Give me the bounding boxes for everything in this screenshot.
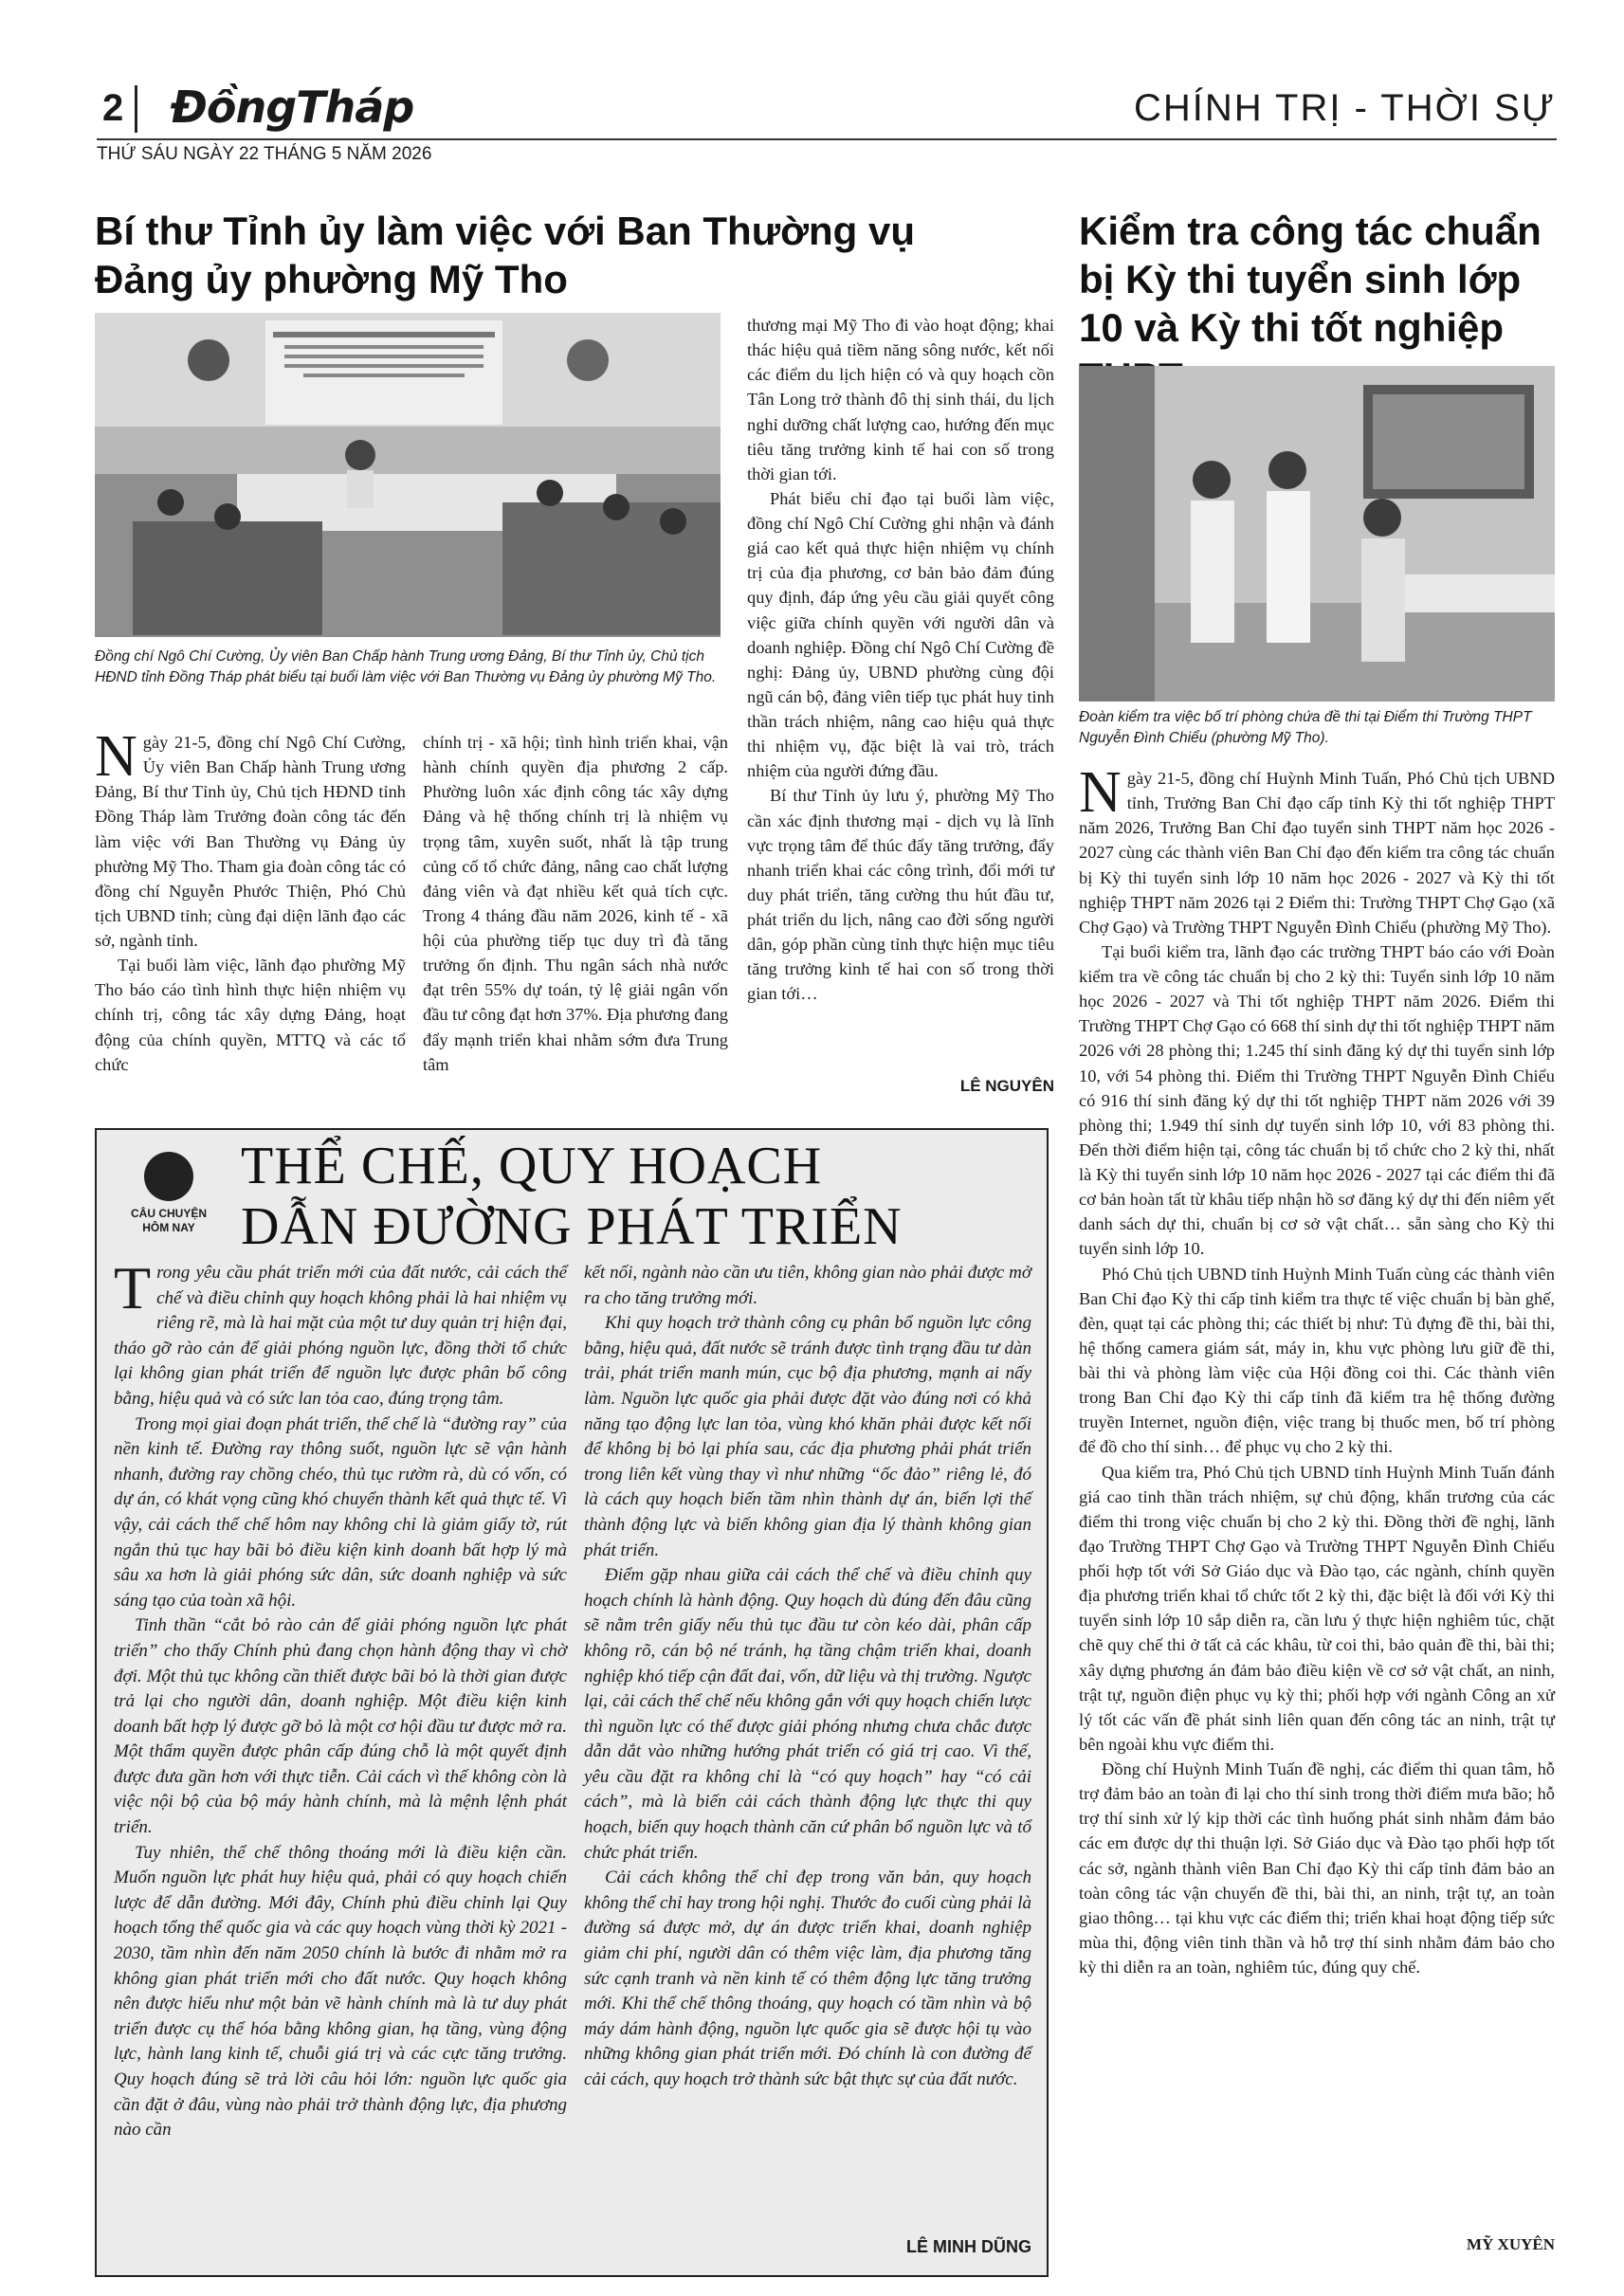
commentary-paragraph: kết nối, ngành nào cần ưu tiên, không gian nào phải được mở ra cho tăng trưởng mới. [584,1263,1031,1308]
commentary-byline: LÊ MINH DŨNG [906,2237,1031,2256]
article2-caption: Đoàn kiểm tra việc bố trí phòng chứa đề thi tại Điểm thi Trường THPT Nguyễn Đình Chiểu (phường Mỹ Tho). [1079,709,1532,747]
commentary-paragraph: Cải cách không thể chỉ đẹp trong văn bản, quy hoạch không thể chỉ hay trong hội nghị. Thước đo cuối cùng phải là đường sá được mở, dự án được triển khai, doanh nghiệp giảm chi phí, người dân có thêm việc làm, địa phương tăng sức cạnh tranh và nền kinh tế có thêm động lực tăng trưởng mới. Khi thể chế thông thoáng, quy hoạch có tầm nhìn và bộ máy dám hành động, nguồn lực quốc gia sẽ được hội tụ vào những không gian phát triển mới. Đó chính là con đường để cải cách, quy hoạch trở thành sức bật thực sự của đất nước. [584,1868,1031,2089]
article2-paragraph: Phó Chủ tịch UBND tỉnh Huỳnh Minh Tuấn cùng các thành viên Ban Chỉ đạo Kỳ thi cấp tỉnh kiểm tra thực tế việc chuẩn bị bàn ghế, đèn, quạt tại các phòng thi; các thiết bị như: Tủ đựng đề thi, bài thi, hệ thống camera giám sát, máy in, khu vực phòng lưu giữ đề thi, bài thi và phòng làm việc của Hội đồng coi thi. Các thành viên trong Ban Chỉ đạo Kỳ thi cấp tỉnh đã kiểm tra hệ thống đường truyền Internet, nguồn điện, việc trang bị thuốc men, bố trí phòng để đồ cho thí sinh… để phục vụ cho 2 kỳ thi. [1079,1264,1555,1457]
page-number: 2 [102,87,124,129]
dateline: THỨ SÁU NGÀY 22 THÁNG 5 NĂM 2026 [97,144,432,164]
masthead-divider [135,85,137,133]
article2-column [1079,760,1555,1979]
article1-column-2 [423,730,728,1077]
article2-byline: MỸ XUYÊN [1466,2235,1555,2253]
column-badge-label: CÂU CHUYỆN HÔM NAY [130,1207,207,1234]
commentary-title-line-1: THỂ CHẾ, QUY HOẠCH [241,1137,823,1195]
article1-paragraph: Tại buổi làm việc, lãnh đạo phường Mỹ Tho báo cáo tình hình thực hiện nhiệm vụ chính trị, công tác xây dựng Đảng, hoạt động của chính quyền, MTTQ và các tổ chức [95,956,406,1074]
article2-paragraph: Đồng chí Huỳnh Minh Tuấn đề nghị, các điểm thi quan tâm, hỗ trợ đảm bảo an toàn đi lại cho thí sinh trong thời điểm mưa bão; hỗ trợ thí sinh xử lý kịp thời các tình huống phát sinh nhằm đảm bảo các em được dự thi thuận lợi. Sở Giáo dục và Đào tạo phối hợp tốt các sở, ngành thành viên Ban Chỉ đạo Kỳ thi cấp tỉnh đảm bảo an toàn công tác vận chuyển đề thi, bài thi, an ninh, trật tự, an toàn giao thông… tại khu vực các điểm thi; triển khai hoạt động tiếp sức mùa thi, động viên tinh thần và hỗ trợ thí sinh nhằm đảm bảo cho kỳ thi diễn ra an toàn, nghiêm túc, đúng quy chế. [1079,1759,1555,1977]
article1-paragraph: Ngày 21-5, đồng chí Ngô Chí Cường, Ủy viên Ban Chấp hành Trung ương Đảng, Bí thư Tỉnh ủy, Chủ tịch HĐND tỉnh Đồng Tháp làm Trưởng đoàn công tác đến làm việc với Ban Thường vụ Đảng ủy phường Mỹ Tho. Tham gia đoàn công tác có đồng chí Nguyễn Phước Thiện, Phó Chủ tịch UBND tỉnh; cùng đại diện lãnh đạo các sở, ngành tỉnh. [95,724,407,950]
article1-paragraph: chính trị - xã hội; tình hình triển khai, vận hành chính quyền địa phương 2 cấp. Phường luôn xác định công tác xây dựng Đảng và hệ thống chính trị là nhiệm vụ trọng tâm, xuyên suốt, nhất là tập trung củng cố tổ chức đảng, nâng cao chất lượng đảng viên và đạt nhiều kết quả tích cực. Trong 4 tháng đầu năm 2026, kinh tế - xã hội của phường tiếp tục duy trì đà tăng trưởng ổn định. Thu ngân sách nhà nước đạt trên 55% dự toán, tỷ lệ giải ngân vốn đầu tư công đạt hơn 37%. Địa phương đang đẩy mạnh triển khai nhằm sớm đưa Trung tâm [423,733,728,1074]
newspaper-masthead[interactable]: ĐồngTháp [171,82,414,133]
commentary-paragraph: Trong yêu cầu phát triển mới của đất nước, cải cách thể chế và điều chỉnh quy hoạch không phải là hai nhiệm vụ riêng rẽ, mà là hai mặt của một tư duy quản trị hiện đại, tháo gỡ rào cản để giải phóng nguồn lực, đồng thời tổ chức lại không gian phát triển để nguồn lực được phân bổ công bằng, hiệu quả và có sức lan tỏa cao, đúng trọng tâm. [114,1254,567,1409]
dropcap: N [1079,760,1122,825]
article2-paragraph: Ngày 21-5, đồng chí Huỳnh Minh Tuấn, Phó Chủ tịch UBND tỉnh, Trưởng Ban Chỉ đạo cấp tỉnh Kỳ thi tốt nghiệp THPT năm 2026, Trưởng Ban Chỉ đạo tuyển sinh THPT năm học 2026 - 2027 cùng các thành viên Ban Chỉ đạo đến kiểm tra công tác chuẩn bị Kỳ thi tuyển sinh lớp 10 năm học 2026 - 2027 và Kỳ thi tốt nghiệp THPT năm 2026 tại 2 Điểm thi: Trường THPT Chợ Gạo (xã Chợ Gạo) và Trường THPT Nguyễn Đình Chiểu (phường Mỹ Tho). [1079,760,1555,937]
commentary-paragraph: Tinh thần “cắt bỏ rào cản để giải phóng nguồn lực phát triển” cho thấy Chính phủ đang chọn hành động thay vì chờ đợi. Một thủ tục không cần thiết được bãi bỏ là thời gian được trả lại cho người dân, doanh nghiệp. Một điều kiện kinh doanh bất hợp lý được gỡ bỏ là một cơ hội đầu tư được mở ra. Một thẩm quyền được phân cấp đúng chỗ là một quyết định được đưa gần hơn với thực tiễn. Cải cách vì thế không còn là việc nội bộ của bộ máy hành chính, mà là mệnh lệnh phát triển. [114,1615,567,1838]
meeting-photo-image [95,313,721,637]
article1-paragraph: Phát biểu chỉ đạo tại buổi làm việc, đồng chí Ngô Chí Cường ghi nhận và đánh giá cao kết quả thực hiện nhiệm vụ chính trị của địa phương, cơ bản bảo đảm đúng quy định, đáp ứng yêu cầu giải quyết công việc giữa chính quyền với người dân và doanh nghiệp. Đồng chí Ngô Chí Cường đề nghị: Đảng ủy, UBND phường cùng đội ngũ cán bộ, đảng viên tiếp tục phát huy tinh thần trách nhiệm, nâng cao hiệu quả thực thi nhiệm vụ, đặc biệt là vai trò, trách nhiệm của người đứng đầu. [747,488,1054,781]
article1-paragraph: Bí thư Tỉnh ủy lưu ý, phường Mỹ Tho cần xác định thương mại - dịch vụ là lĩnh vực trọng tâm để thúc đẩy tăng trưởng, đẩy nhanh triển khai các công trình, đổi mới tư duy phát triển, tăng cường thu hút đầu tư, phát triển du lịch, nâng cao đời sống người dân, góp phần cùng tỉnh thực hiện mục tiêu tăng trưởng kinh tế hai con số trong thời gian tới… [747,786,1054,1004]
commentary-paragraph: Tuy nhiên, thể chế thông thoáng mới là điều kiện cần. Muốn nguồn lực phát huy hiệu quả, phải có quy hoạch chiến lược để dẫn đường. Mới đây, Chính phủ điều chỉnh lại Quy hoạch tổng thể quốc gia và các quy hoạch vùng thời kỳ 2021 - 2030, tầm nhìn đến năm 2050 chính là bước đi nhằm mở ra không gian phát triển mới cho đất nước. Quy hoạch không nên được hiểu như một bản vẽ hành chính mà là tư duy phát triển được cụ thể hóa bằng không gian, hạ tầng, vùng động lực, hành lang kinh tế, chuỗi giá trị và các cực tăng trưởng. Quy hoạch đúng sẽ trả lời câu hỏi lớn: nguồn lực quốc gia cần đặt ở đâu, vùng nào phải trở thành động lực, địa phương nào cần [114,1842,567,2141]
article2-photo [1079,366,1555,702]
commentary-paragraph: Trong mọi giai đoạn phát triển, thể chế là “đường ray” của nền kinh tế. Đường ray thông suốt, nguồn lực sẽ vận hành nhanh, đường ray chồng chéo, thủ tục rườm rà, dù có vốn, có dự án, có khát vọng cũng khó chuyển thành kết quả thực tế. Vì vậy, cải cách thể chế hôm nay không chỉ là giảm giấy tờ, rút ngắn thủ tục hay bãi bỏ điều kiện kinh doanh bất hợp lý mà sâu xa hơn là giải phóng sức dân, sức doanh nghiệp và sức sáng tạo của toàn xã hội. [114,1413,567,1611]
article2-paragraph: Qua kiểm tra, Phó Chủ tịch UBND tỉnh Huỳnh Minh Tuấn đánh giá cao tinh thần trách nhiệm, sự chủ động, khẩn trương của các điểm thi trong việc chuẩn bị cho 2 kỳ thi. Đồng thời đề nghị, lãnh đạo Trường THPT Chợ Gạo và Trường THPT Nguyễn Đình Chiểu phối hợp tốt với Sở Giáo dục và Đào tạo, các ngành, chính quyền địa phương triển khai tổ chức tốt 2 kỳ thi, đặc biệt là đối với Kỳ thi tuyển sinh lớp 10 sắp diễn ra, cần lưu ý thực hiện nghiêm túc, chặt chẽ quy chế thi ở tất cả các khâu, từ coi thi, bảo quản đề thi, bài thi; xây dựng phương án đảm bảo điều kiện về cơ sở vật chất, an ninh, trật tự, nguồn điện phục vụ kỳ thi; phối hợp với ngành Công an xử lý tốt các vấn đề phát sinh liên quan đến công tác an ninh, trật tự bên ngoài khu vực điểm thi. [1079,1462,1555,1754]
article1-column-3 [747,313,1054,1007]
column-logo-icon [144,1152,193,1201]
commentary-title[interactable] [241,1136,903,1258]
article1-column-1 [95,724,407,1077]
commentary-column-2 [584,1261,1031,2093]
commentary-title-line-2: DẪN ĐƯỜNG PHÁT TRIỂN [241,1197,903,1257]
dropcap: T [114,1254,152,1321]
article2-headline[interactable]: Kiểm tra công tác chuẩn bị Kỳ thi tuyển sinh lớp 10 và Kỳ thi tốt nghiệp [1079,209,1542,351]
article1-headline[interactable]: Bí thư Tỉnh ủy làm việc với Ban Thường vụ Đảng ủy phường Mỹ Tho [95,209,915,302]
article1-byline: LÊ NGUYÊN [959,1077,1054,1095]
section-title: CHÍNH TRỊ - THỜI SỰ [1134,87,1556,129]
commentary-paragraph: Khi quy hoạch trở thành công cụ phân bổ nguồn lực công bằng, hiệu quả, đất nước sẽ tránh được tình trạng đầu tư dàn trải, phát triển manh mún, cục bộ địa phương, mạnh ai nấy làm. Nguồn lực quốc gia phải được đặt vào đúng nơi có khả năng tạo động lực lan tỏa, vùng khó khăn phải được kết nối để không bị bỏ lại phía sau, các địa phương phải phát triển trong liên kết vùng thay vì như những “ốc đảo” riêng lẻ, đó là cách quy hoạch biến tầm nhìn thành dự án, biến lợi thế thành động lực và biến không gian địa lý thành không gian phát triển. [584,1313,1031,1560]
commentary-paragraph: Điểm gặp nhau giữa cải cách thể chế và điều chỉnh quy hoạch chính là hành động. Quy hoạch dù đúng đến đâu cũng sẽ nằm trên giấy nếu thủ tục đầu tư còn kéo dài, phân cấp không rõ, cán bộ né tránh, hạ tầng chậm triển khai, doanh nghiệp khó tiếp cận đất đai, vốn, dữ liệu và thị trường. Ngược lại, cải cách thể chế nếu không gắn với quy hoạch chiến lược thì nguồn lực có thể được giải phóng nhưng chưa chắc được dẫn dắt vào những hướng phát triển có giá trị cao. Vì thế, yêu cầu đặt ra không chỉ là “có quy hoạch” hay “có cải cách”, mà là biến cải cách thành động lực thực thi quy hoạch, biến quy hoạch thành căn cứ phân bổ nguồn lực và tổ chức phát triển. [584,1565,1031,1863]
article1-caption: Đồng chí Ngô Chí Cường, Ủy viên Ban Chấp hành Trung ương Đảng, Bí thư Tỉnh ủy, Chủ tịch HĐND tỉnh Đồng Tháp phát biểu tại buổi làm việc với Ban Thường vụ Đảng ủy phường Mỹ Tho. [95,648,717,686]
header-rule [97,138,1557,140]
inspection-photo-image [1079,366,1555,702]
article1-photo [95,313,721,637]
article1-paragraph: thương mại Mỹ Tho đi vào hoạt động; khai thác hiệu quả tiềm năng sông nước, kết nối các điểm du lịch hiện có và quy hoạch cồn Tân Long trở thành đô thị sinh thái, du lịch nghỉ dưỡng chất lượng cao, hướng đến mục tiêu tăng trưởng kinh tế hai con số trong thời gian tới. [747,316,1054,483]
column-badge [121,1152,216,1256]
dropcap: N [95,724,137,789]
article2-paragraph: Tại buổi kiểm tra, lãnh đạo các trường THPT báo cáo với Đoàn kiểm tra về công tác chuẩn bị cho 2 kỳ thi: Tuyển sinh lớp 10 năm học 2026 - 2027 và Thi tốt nghiệp THPT năm 2026. Điểm thi Trường THPT Chợ Gạo có 668 thí sinh dự thi tốt nghiệp THPT năm 2026 với 28 phòng thi; 1.245 thí sinh đăng ký dự thi tuyển sinh lớp 10, với 54 phòng thi. Điểm thi Trường THPT Nguyễn Đình Chiểu có 916 thí sinh đăng ký dự thi tốt nghiệp THPT năm 2026 với 39 phòng thi; 1.949 thí sinh dự tuyển sinh lớp 10, với 83 phòng thi. Đến thời điểm hiện tại, công tác chuẩn bị tổ chức cho 2 kỳ thi, nhất là Kỳ thi tuyển sinh lớp 10 năm học 2026 - 2027 tại các điểm thi đã cơ bản hoàn tất từ khâu tiếp nhận hồ sơ đăng ký dự thi đến niêm yết danh sách dự thi, chuẩn bị cơ sở vật chất… sẵn sàng cho Kỳ thi tuyển sinh lớp 10. [1079,941,1555,1259]
commentary-column-1 [114,1254,567,2143]
